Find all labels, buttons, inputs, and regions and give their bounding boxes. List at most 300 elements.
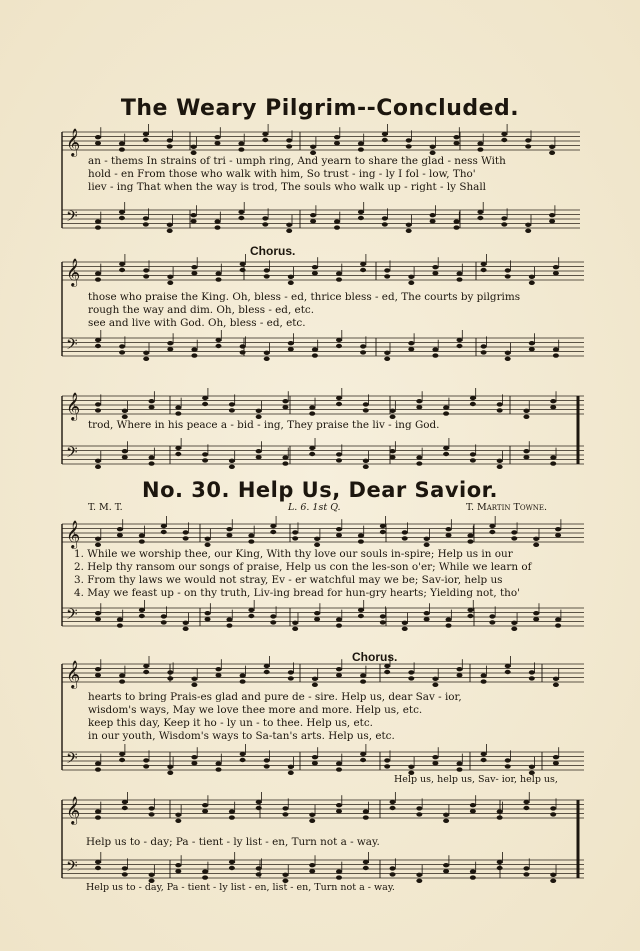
note-head [292, 536, 298, 540]
note-head [402, 536, 408, 540]
note-head [443, 446, 449, 450]
note-head [432, 761, 438, 765]
note-head [336, 396, 342, 400]
lyric-line: hold - en From those who walk with him, So trust - ing - ly I fol - low, Tho' [88, 168, 476, 180]
note-head [523, 449, 529, 453]
lyric-line: rough the way and dim. Oh, bless - ed, etc. [88, 304, 314, 316]
note-head [149, 399, 155, 403]
note-head [240, 679, 246, 683]
note-head [262, 138, 268, 142]
note-head [143, 138, 149, 142]
note-head [143, 222, 149, 226]
note-head [122, 800, 128, 804]
note-head [216, 767, 222, 771]
note-head [336, 458, 342, 462]
note-head [312, 755, 318, 759]
note-head [501, 216, 507, 220]
note-head [408, 765, 414, 769]
note-head [334, 141, 340, 145]
note-head [95, 459, 101, 463]
note-head [497, 815, 503, 819]
note-head [288, 347, 294, 351]
note-head [248, 539, 254, 543]
bass-clef: 𝄢 [66, 208, 78, 229]
note-head [360, 262, 366, 266]
note-head [457, 271, 463, 275]
note-head [467, 539, 473, 543]
note-head [481, 758, 487, 762]
note-head [167, 281, 173, 285]
note-head [529, 341, 535, 345]
note-head [183, 621, 189, 625]
note-head [336, 667, 342, 671]
note-head [264, 670, 270, 674]
note-head [229, 866, 235, 870]
note-head [202, 803, 208, 807]
note-head [457, 673, 463, 677]
note-head [95, 866, 101, 870]
note-head [216, 271, 222, 275]
note-head [215, 135, 221, 139]
note-head [312, 353, 318, 357]
note-head [216, 277, 222, 281]
lyric-line: an - thems In strains of tri - umph ring, And yearn to share the glad - ness With [88, 155, 506, 167]
note-head [336, 277, 342, 281]
note-head [95, 271, 101, 275]
note-head [314, 543, 320, 547]
note-head [191, 755, 197, 759]
note-head [264, 268, 270, 272]
note-head [216, 338, 222, 342]
note-head [523, 409, 529, 413]
note-head [363, 866, 369, 870]
treble-clef: 𝄞 [66, 520, 81, 548]
note-head [119, 752, 125, 756]
note-head [149, 806, 155, 810]
note-head [119, 268, 125, 272]
note-head [489, 614, 495, 618]
treble-clef: 𝄞 [66, 258, 81, 286]
note-head [95, 673, 101, 677]
note-head [95, 141, 101, 145]
note-head [191, 271, 197, 275]
note-head [505, 268, 511, 272]
note-head [286, 223, 292, 227]
note-head [481, 268, 487, 272]
note-head [505, 670, 511, 674]
note-head [529, 281, 535, 285]
note-head [216, 344, 222, 348]
note-head [240, 344, 246, 348]
note-head [229, 408, 235, 412]
note-head [533, 617, 539, 621]
note-head [167, 275, 173, 279]
note-head [95, 809, 101, 813]
note-head [238, 147, 244, 151]
note-head [264, 764, 270, 768]
note-head [470, 452, 476, 456]
note-head [334, 135, 340, 139]
note-head [497, 809, 503, 813]
note-head [384, 274, 390, 278]
note-head [416, 461, 422, 465]
note-head [240, 268, 246, 272]
note-head [117, 533, 123, 537]
note-head [122, 455, 128, 459]
note-head [175, 411, 181, 415]
bass-clef: 𝄢 [66, 444, 78, 465]
note-head [432, 265, 438, 269]
note-head [336, 452, 342, 456]
note-head [402, 530, 408, 534]
note-head [216, 667, 222, 671]
note-head [553, 271, 559, 275]
note-head [256, 800, 262, 804]
note-head [216, 673, 222, 677]
note-head [122, 449, 128, 453]
note-head [264, 357, 270, 361]
note-head [406, 144, 412, 148]
chorus-label: Chorus. [352, 650, 398, 664]
note-head [505, 758, 511, 762]
note-head [309, 411, 315, 415]
note-head [432, 755, 438, 759]
note-head [205, 537, 211, 541]
note-head [270, 530, 276, 534]
note-head [336, 869, 342, 873]
note-head [358, 141, 364, 145]
note-head [555, 617, 561, 621]
note-head [191, 353, 197, 357]
note-head [310, 145, 316, 149]
note-head [505, 351, 511, 355]
note-head [457, 344, 463, 348]
note-head [122, 866, 128, 870]
note-head [384, 357, 390, 361]
note-head [523, 415, 529, 419]
note-head [309, 863, 315, 867]
note-head [384, 758, 390, 762]
lyric-line: see and live with God. Oh, bless - ed, etc. [88, 317, 306, 329]
note-head [226, 623, 232, 627]
note-head [550, 455, 556, 459]
note-head [497, 866, 503, 870]
note-head [309, 819, 315, 823]
note-head [497, 402, 503, 406]
note-head [390, 455, 396, 459]
note-head [550, 806, 556, 810]
note-head [549, 219, 555, 223]
note-head [309, 813, 315, 817]
note-head [454, 219, 460, 223]
note-head [270, 524, 276, 528]
note-head [119, 216, 125, 220]
note-head [202, 809, 208, 813]
note-head [390, 806, 396, 810]
note-head [312, 683, 318, 687]
note-head [282, 461, 288, 465]
note-head [424, 617, 430, 621]
note-head [529, 275, 535, 279]
note-head [205, 611, 211, 615]
note-head [363, 402, 369, 406]
note-head [497, 860, 503, 864]
note-head [457, 767, 463, 771]
lyric-line: hearts to bring Prais-es glad and pure de - sire. Help us, dear Sav - ior, [88, 691, 462, 703]
note-head [336, 617, 342, 621]
note-head [122, 872, 128, 876]
note-head [95, 767, 101, 771]
note-head [336, 344, 342, 348]
note-head [143, 764, 149, 768]
note-head [553, 761, 559, 765]
note-head [161, 524, 167, 528]
note-head [402, 621, 408, 625]
note-head [256, 455, 262, 459]
note-head [175, 405, 181, 409]
note-head [229, 815, 235, 819]
note-head [309, 405, 315, 409]
note-head [149, 405, 155, 409]
note-head [143, 357, 149, 361]
note-head [167, 347, 173, 351]
note-head [454, 141, 460, 145]
note-head [119, 350, 125, 354]
note-head [336, 761, 342, 765]
note-head [384, 664, 390, 668]
note-head [229, 860, 235, 864]
note-head [430, 213, 436, 217]
note-head [310, 219, 316, 223]
note-head [481, 344, 487, 348]
note-head [191, 145, 197, 149]
note-head [358, 210, 364, 214]
note-head [336, 402, 342, 406]
note-head [264, 274, 270, 278]
note-head [432, 347, 438, 351]
note-head [533, 543, 539, 547]
note-head [408, 347, 414, 351]
note-head [122, 409, 128, 413]
note-head [454, 135, 460, 139]
note-head [191, 219, 197, 223]
note-head [529, 347, 535, 351]
note-head [408, 281, 414, 285]
note-head [529, 676, 535, 680]
note-head [470, 396, 476, 400]
note-head [256, 872, 262, 876]
note-head [248, 614, 254, 618]
note-head [443, 813, 449, 817]
note-head [264, 351, 270, 355]
note-head [226, 533, 232, 537]
note-head [238, 210, 244, 214]
note-head [248, 608, 254, 612]
note-head [119, 147, 125, 151]
note-head [288, 771, 294, 775]
note-head [238, 216, 244, 220]
note-head [215, 141, 221, 145]
note-head [470, 803, 476, 807]
note-head [477, 210, 483, 214]
note-head [314, 617, 320, 621]
note-head [363, 459, 369, 463]
note-head [408, 275, 414, 279]
note-head [149, 455, 155, 459]
note-head [256, 806, 262, 810]
note-head [119, 141, 125, 145]
note-head [202, 402, 208, 406]
note-head [360, 752, 366, 756]
note-head [360, 673, 366, 677]
note-head [309, 869, 315, 873]
note-head [143, 274, 149, 278]
note-head [334, 225, 340, 229]
note-head [470, 402, 476, 406]
note-head [288, 676, 294, 680]
note-head [95, 465, 101, 469]
note-head [314, 611, 320, 615]
note-head [380, 614, 386, 618]
note-head [505, 357, 511, 361]
note-head [95, 277, 101, 281]
note-head [432, 353, 438, 357]
note-head [511, 621, 517, 625]
note-head [167, 765, 173, 769]
note-head [95, 667, 101, 671]
note-head [336, 673, 342, 677]
note-head [292, 530, 298, 534]
note-head [336, 767, 342, 771]
note-head [309, 452, 315, 456]
note-head [363, 815, 369, 819]
note-head [432, 271, 438, 275]
note-head [555, 533, 561, 537]
note-head [183, 530, 189, 534]
note-head [550, 461, 556, 465]
note-head [408, 341, 414, 345]
note-head [550, 879, 556, 883]
note-head [117, 617, 123, 621]
note-head [446, 527, 452, 531]
note-head [446, 623, 452, 627]
note-head [511, 627, 517, 631]
note-head [390, 872, 396, 876]
note-head [390, 409, 396, 413]
note-head [416, 812, 422, 816]
note-head [390, 800, 396, 804]
note-head [390, 866, 396, 870]
note-head [550, 405, 556, 409]
note-head [505, 664, 511, 668]
note-head [286, 138, 292, 142]
note-head [505, 274, 511, 278]
bass-clef: 𝄢 [66, 336, 78, 357]
note-head [95, 537, 101, 541]
note-head [424, 537, 430, 541]
note-head [175, 819, 181, 823]
note-head [467, 608, 473, 612]
note-head [215, 219, 221, 223]
note-head [175, 452, 181, 456]
note-head [122, 806, 128, 810]
note-head [167, 138, 173, 142]
note-head [501, 138, 507, 142]
note-head [270, 614, 276, 618]
note-head [119, 673, 125, 677]
note-head [95, 860, 101, 864]
note-head [443, 863, 449, 867]
note-head [292, 627, 298, 631]
note-head [95, 402, 101, 406]
lyric-line: liev - ing That when the way is trod, The souls who walk up - right - ly Shall [88, 181, 486, 193]
note-head [229, 465, 235, 469]
note-head [314, 537, 320, 541]
note-head [288, 341, 294, 345]
note-head [229, 402, 235, 406]
note-head [282, 873, 288, 877]
note-head [248, 533, 254, 537]
note-head [523, 455, 529, 459]
note-head [525, 223, 531, 227]
note-head [549, 145, 555, 149]
note-head [288, 281, 294, 285]
note-head [408, 670, 414, 674]
note-head [470, 875, 476, 879]
note-head [309, 446, 315, 450]
author-credit: T. M. T. [88, 502, 123, 513]
note-head [175, 813, 181, 817]
note-head [256, 409, 262, 413]
bass-lyric-line: Help us, help us, Sav- ior, help us, [394, 774, 558, 785]
note-head [443, 411, 449, 415]
note-head [292, 621, 298, 625]
note-head [358, 533, 364, 537]
note-head [229, 809, 235, 813]
note-head [167, 341, 173, 345]
note-head [143, 216, 149, 220]
note-head [336, 803, 342, 807]
note-head [310, 213, 316, 217]
note-head [555, 623, 561, 627]
note-head [167, 229, 173, 233]
note-head [380, 524, 386, 528]
note-head [358, 216, 364, 220]
note-head [95, 815, 101, 819]
note-head [553, 265, 559, 269]
note-head [525, 138, 531, 142]
note-head [549, 213, 555, 217]
note-head [175, 869, 181, 873]
note-head [262, 132, 268, 136]
note-head [457, 761, 463, 765]
note-head [167, 676, 173, 680]
note-head [183, 627, 189, 631]
note-head [511, 536, 517, 540]
note-head [95, 617, 101, 621]
note-head [384, 764, 390, 768]
note-head [443, 452, 449, 456]
note-head [443, 869, 449, 873]
note-head [119, 210, 125, 214]
note-head [382, 132, 388, 136]
note-head [95, 135, 101, 139]
note-head [416, 455, 422, 459]
note-head [553, 353, 559, 357]
lyric-line: 1. While we worship thee, our King, With thy love our souls in-spire; Help us in our [74, 548, 513, 560]
note-head [416, 806, 422, 810]
note-head [139, 539, 145, 543]
